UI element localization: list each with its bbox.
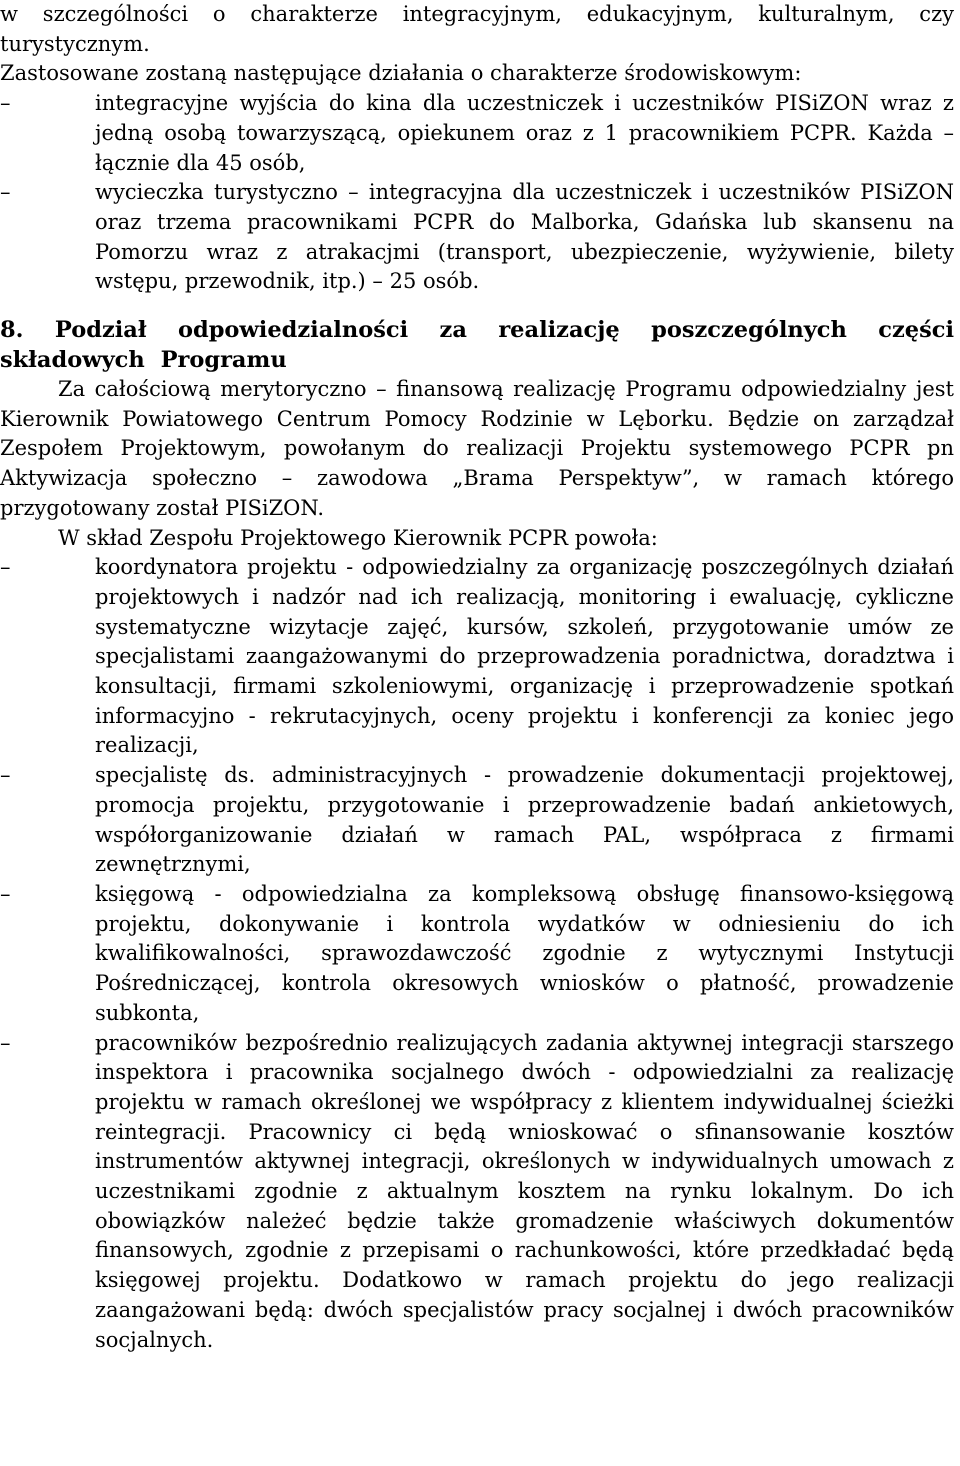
activities-list <box>0 89 954 297</box>
list-dash: – <box>0 180 11 205</box>
list-dash: – <box>0 881 11 906</box>
list-dash: – <box>0 91 11 116</box>
list-item <box>0 761 954 880</box>
list-item <box>0 1029 954 1356</box>
list-item <box>0 178 954 297</box>
list-item <box>0 553 954 761</box>
list-item-text: specjalistę ds. administracyjnych - prowadzenie dokumentacji projektowej, promocja projektu, przygotowanie i przeprowadzenie badań ankietowych, współorganizowanie działań w ramach PAL, współpraca z firmami zewnętrznymi, <box>95 763 954 877</box>
list-item-text: integracyjne wyjścia do kina dla uczestniczek i uczestników PISiZON wraz z jedną osobą towarzyszącą, opiekunem oraz z 1 pracownikiem PCPR. Każda – łącznie dla 45 osób, <box>95 91 954 175</box>
team-list <box>0 553 954 1355</box>
intro-text-2: Zastosowane zostaną następujące działania o charakterze środowiskowym: <box>0 61 802 86</box>
intro-text-1: w szczególności o charakterze integracyjnym, edukacyjnym, kulturalnym, czy turystycznym. <box>0 2 954 56</box>
list-dash: – <box>0 555 11 580</box>
list-dash: – <box>0 763 11 788</box>
list-item-text: wycieczka turystyczno – integracyjna dla uczestniczek i uczestników PISiZON oraz trzema pracownikami PCPR do Malborka, Gdańska lub skansenu na Pomorzu wraz z atrakacjmi (transport, ubezpieczenie, wyżywienie, bilety wstępu, przewodnik, itp.) – 25 osób. <box>95 180 954 294</box>
section-paragraph: W skład Zespołu Projektowego Kierownik PCPR powoła: <box>58 525 658 550</box>
list-item <box>0 89 954 178</box>
section-paragraph: Za całościową merytoryczno – finansową realizację Programu odpowiedzialny jest Kierownik Powiatowego Centrum Pomocy Rodzinie w Lęborku. Będzie on zarządzał Zespołem Projektowym, powołanym do realizacji Projektu systemowego PCPR pn Aktywizacja społeczno – zawodowa „Brama Perspektyw”, w ramach którego przygotowany został PISiZON. <box>0 377 954 520</box>
list-item-text: księgową - odpowiedzialna za kompleksową obsługę finansowo-księgową projektu, dokonywanie i kontrola wydatków w odniesieniu do ich kwalifikowalności, sprawozdawczość zgodnie z wytycznymi Instytucji Pośredniczącej, kontrola okresowych wniosków o płatność, prowadzenie subkonta, <box>95 881 954 1025</box>
section-heading: 8. Podział odpowiedzialności za realizację poszczególnych części składowych Programu <box>0 317 954 374</box>
list-item <box>0 880 954 1029</box>
list-item-text: koordynatora projektu - odpowiedzialny za organizację poszczególnych działań projektowych i nadzór nad ich realizacją, monitoring i ewaluację, cykliczne systematyczne wizytacje zajęć, kursów, szkoleń, przygotowanie umów ze specjalistami zaangażowanymi do przeprowadzenia poradnictwa, doradztwa i konsultacji, firmami szkoleniowymi, organizację i przeprowadzenie spotkań informacyjno - rekrutacyjnych, oceny projektu i konferencji za koniec jego realizacji, <box>95 555 954 758</box>
list-item-text: pracowników bezpośrednio realizujących zadania aktywnej integracji starszego inspektora i pracownika socjalnego dwóch - odpowiedzialni za realizację projektu w ramach określonej we współpracy z klientem indywidualnej ścieżki reintegracji. Pracownicy ci będą wnioskować o sfinansowanie kosztów instrumentów aktywnej integracji, określonych w indywidualnych umowach z uczestnikami zgodnie z aktualnym kosztem na rynku lokalnym. Do ich obowiązków należeć będzie także gromadzenie właściwych dokumentów finansowych, zgodnie z przepisami o rachunkowości, które przedkładać będą księgowej projektu. Dodatkowo w ramach projektu do jego realizacji zaangażowani będą: dwóch specjalistów pracy socjalnej i dwóch pracowników socjalnych. <box>95 1030 954 1352</box>
list-dash: – <box>0 1030 11 1055</box>
